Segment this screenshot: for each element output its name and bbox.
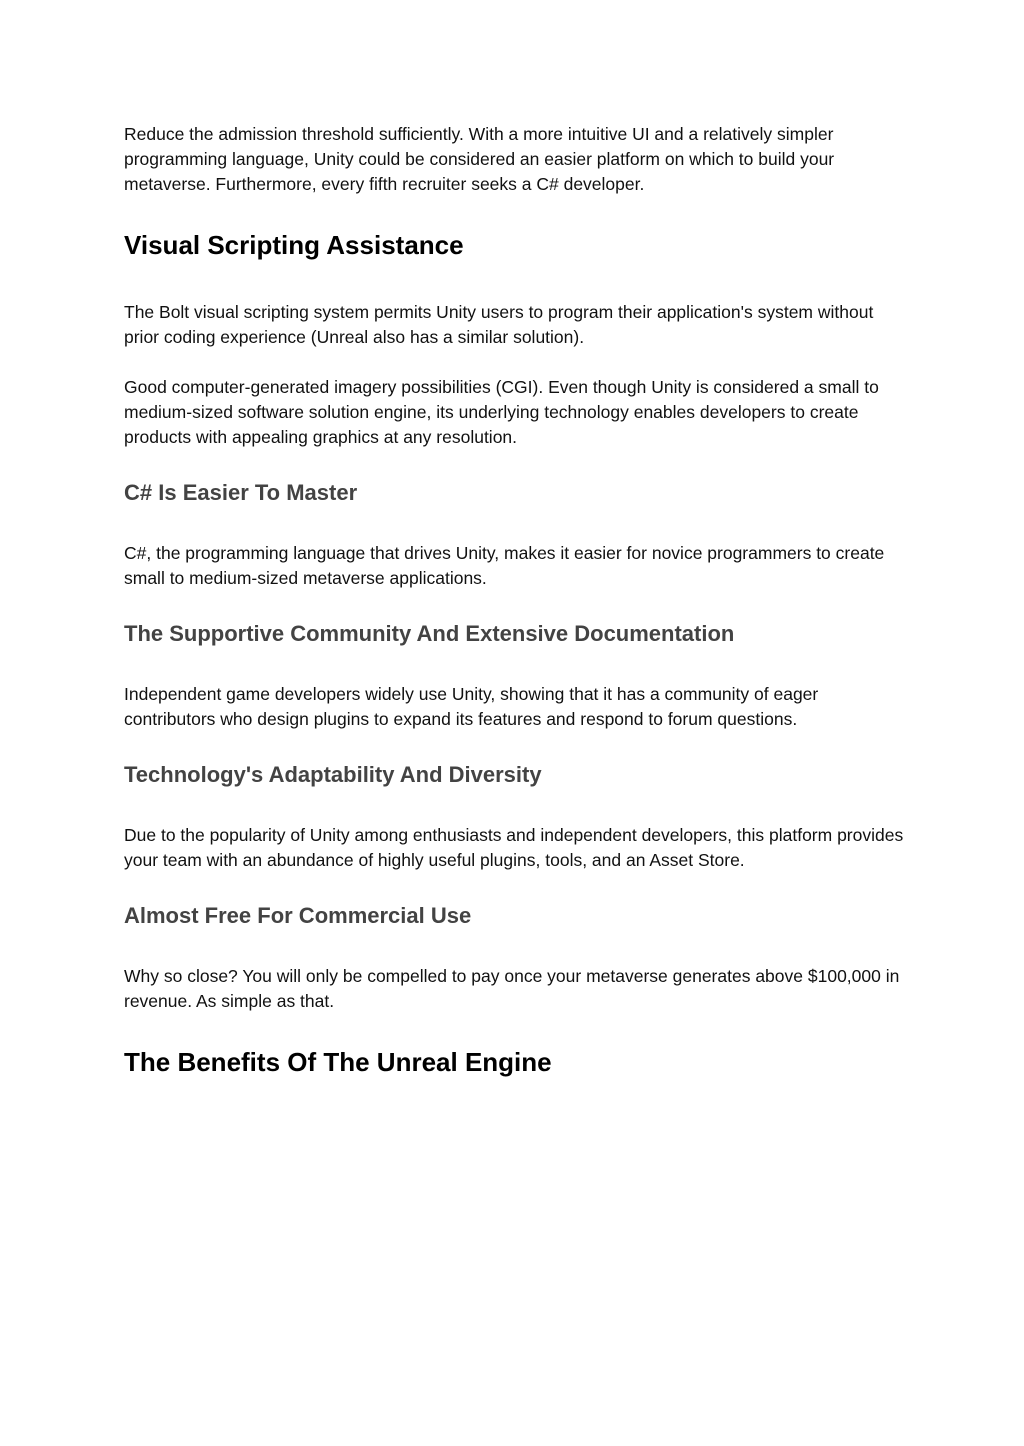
cgi-paragraph: Good computer-generated imagery possibilities (CGI). Even though Unity is considered a small to medium-sized software solution engine, its underlying technology enables developers to create products with appealing graphics at any resolution.	[124, 377, 879, 447]
heading-unreal-benefits: The Benefits Of The Unreal Engine	[124, 1047, 552, 1077]
adaptability-paragraph: Due to the popularity of Unity among enthusiasts and independent developers, this platform provides your team with an abundance of highly useful plugins, tools, and an Asset Store.	[124, 825, 904, 870]
heading-community: The Supportive Community And Extensive Documentation	[124, 621, 735, 646]
free-paragraph: Why so close? You will only be compelled to pay once your metaverse generates above $100,000 in revenue. As simple as that.	[124, 966, 900, 1011]
heading-free-commercial: Almost Free For Commercial Use	[124, 903, 472, 928]
community-paragraph: Independent game developers widely use Unity, showing that it has a community of eager contributors who design plugins to expand its features and respond to forum questions.	[124, 684, 819, 729]
intro-paragraph: Reduce the admission threshold sufficiently. With a more intuitive UI and a relatively simpler programming language, Unity could be considered an easier platform on which to build your metaverse. Furthermore, every fifth recruiter seeks a C# developer.	[124, 124, 835, 194]
bolt-paragraph: The Bolt visual scripting system permits Unity users to program their application's system without prior coding experience (Unreal also has a similar solution).	[124, 302, 874, 347]
heading-adaptability: Technology's Adaptability And Diversity	[124, 762, 542, 787]
csharp-paragraph: C#, the programming language that drives Unity, makes it easier for novice programmers to create small to medium-sized metaverse applications.	[124, 543, 885, 588]
heading-visual-scripting: Visual Scripting Assistance	[124, 230, 464, 260]
heading-csharp-easier: C# Is Easier To Master	[124, 480, 358, 505]
